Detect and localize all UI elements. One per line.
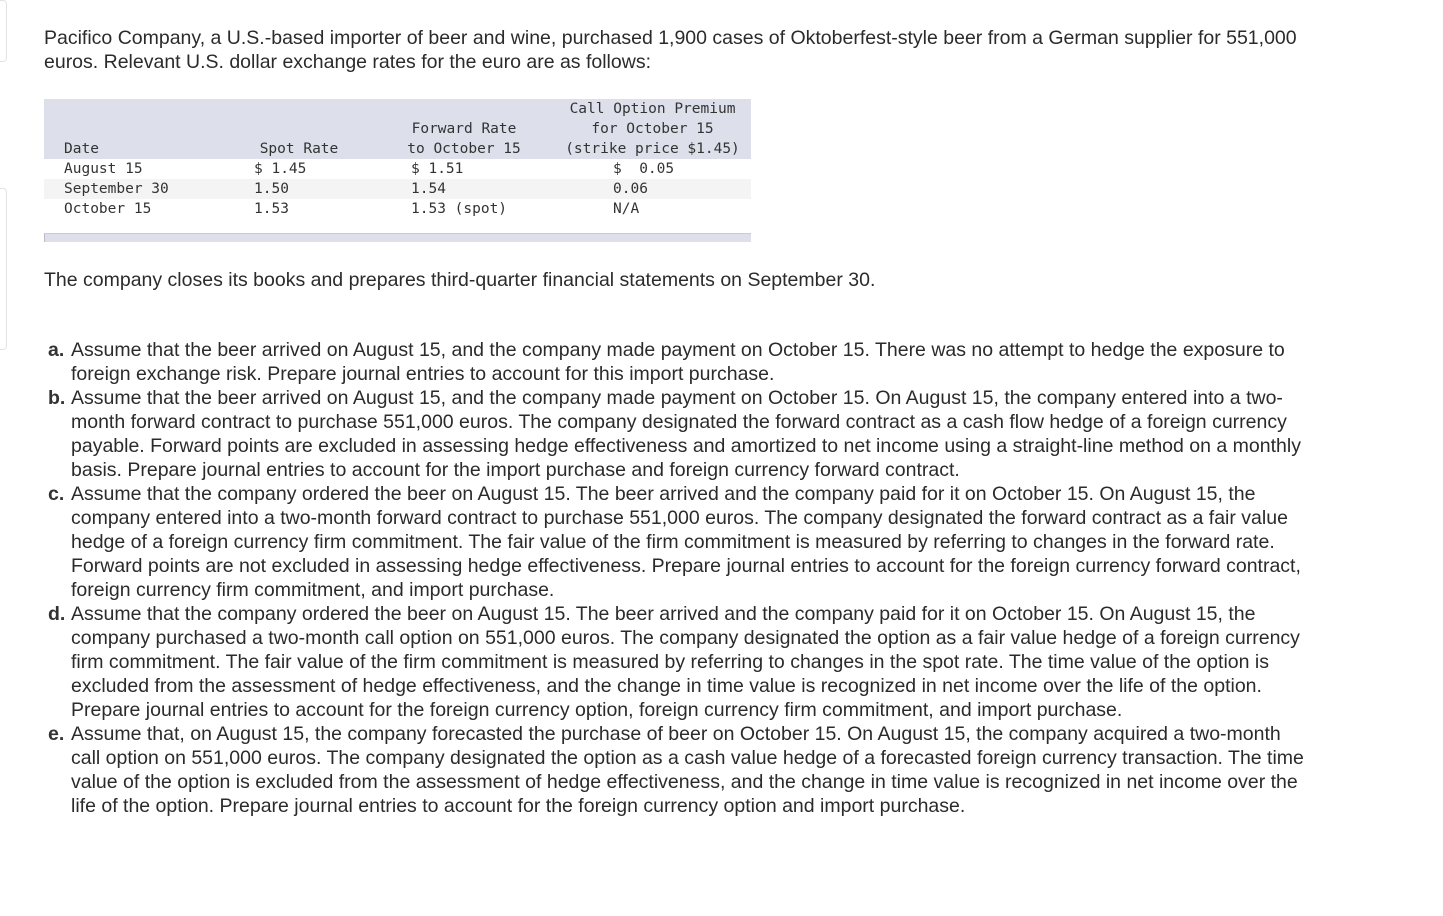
exchange-rates-table-container <box>44 99 751 242</box>
header-call-option-premium: Call Option Premium for October 15 (strike price $1.45) <box>554 99 751 159</box>
cell-spot-rate: $ 1.45 <box>224 159 374 179</box>
table-bottom-bar <box>44 233 751 242</box>
table-row <box>44 199 751 219</box>
header-spot-rate: Spot Rate <box>224 99 374 159</box>
left-edge-tab-top <box>0 0 7 62</box>
cell-call-premium: $ 0.05 <box>554 159 751 179</box>
cell-spot-rate: 1.50 <box>224 179 374 199</box>
cell-call-premium: 0.06 <box>554 179 751 199</box>
question-letter: b. <box>48 387 66 409</box>
question-text: Assume that, on August 15, the company forecasted the purchase of beer on October 15. On August 15, the company acquired a two-month call option on 551,000 euros. The company designated the option as a cash value hedge of a forecasted foreign currency transaction. The time value of the option is excluded from the assessment of hedge effectiveness, and the change in time value is recognized in net income over the life of the option. Prepare journal entries to account for the foreign currency option and import purchase. <box>71 723 1304 817</box>
closing-statement: The company closes its books and prepares third-quarter financial statements on September 30. <box>44 269 876 291</box>
question-letter: a. <box>48 339 65 361</box>
table-row <box>44 179 751 199</box>
problem-intro: Pacifico Company, a U.S.-based importer of beer and wine, purchased 1,900 cases of Oktoberfest-style beer from a German supplier for 551,000 euros. Relevant U.S. dollar exchange rates for the euro are as follows: <box>44 27 1297 73</box>
question-b <box>44 386 1304 482</box>
header-date: Date <box>44 99 224 159</box>
question-e <box>44 722 1304 818</box>
question-text: Assume that the company ordered the beer on August 15. The beer arrived and the company paid for it on October 15. On August 15, the company purchased a two-month call option on 551,000 euros. The company designated the option as a fair value hedge of a foreign currency firm commitment. The fair value of the firm commitment is measured by referring to changes in the spot rate. The time value of the option is excluded from the assessment of hedge effectiveness, and the change in time value is recognized in net income over the life of the option. Prepare journal entries to account for the foreign currency option, foreign currency firm commitment, and import purchase. <box>71 603 1300 721</box>
cell-call-premium: N/A <box>554 199 751 219</box>
left-edge-tab-middle <box>0 188 7 350</box>
question-a <box>44 338 1304 386</box>
question-text: Assume that the company ordered the beer on August 15. The beer arrived and the company paid for it on October 15. On August 15, the company entered into a two-month forward contract to purchase 551,000 euros. The company designated the forward contract as a fair value hedge of a foreign currency firm commitment. The fair value of the firm commitment is measured by referring to changes in the forward rate. Forward points are not excluded in assessing hedge effectiveness. Prepare journal entries to account for the foreign currency forward contract, foreign currency firm commitment, and import purchase. <box>71 483 1301 601</box>
question-letter: c. <box>48 483 65 505</box>
question-letter: e. <box>48 723 65 745</box>
cell-date: September 30 <box>44 179 224 199</box>
exchange-rates-table <box>44 99 751 219</box>
table-row <box>44 159 751 179</box>
cell-forward-rate: $ 1.51 <box>374 159 554 179</box>
cell-date: August 15 <box>44 159 224 179</box>
table-header-row <box>44 99 751 159</box>
question-list <box>44 338 1304 818</box>
table-footer-spacer <box>44 219 751 233</box>
question-d <box>44 602 1304 722</box>
question-text: Assume that the beer arrived on August 15, and the company made payment on October 15. On August 15, the company entered into a two-month forward contract to purchase 551,000 euros. The company designated the forward contract as a cash flow hedge of a foreign currency payable. Forward points are excluded in assessing hedge effectiveness and amortized to net income using a straight-line method on a monthly basis. Prepare journal entries to account for the import purchase and foreign currency forward contract. <box>71 387 1301 481</box>
cell-spot-rate: 1.53 <box>224 199 374 219</box>
cell-forward-rate: 1.53 (spot) <box>374 199 554 219</box>
question-letter: d. <box>48 603 66 625</box>
cell-forward-rate: 1.54 <box>374 179 554 199</box>
question-text: Assume that the beer arrived on August 15, and the company made payment on October 15. There was no attempt to hedge the exposure to foreign exchange risk. Prepare journal entries to account for this import purchase. <box>71 339 1285 385</box>
question-c <box>44 482 1304 602</box>
cell-date: October 15 <box>44 199 224 219</box>
header-forward-rate: Forward Rate to October 15 <box>374 99 554 159</box>
